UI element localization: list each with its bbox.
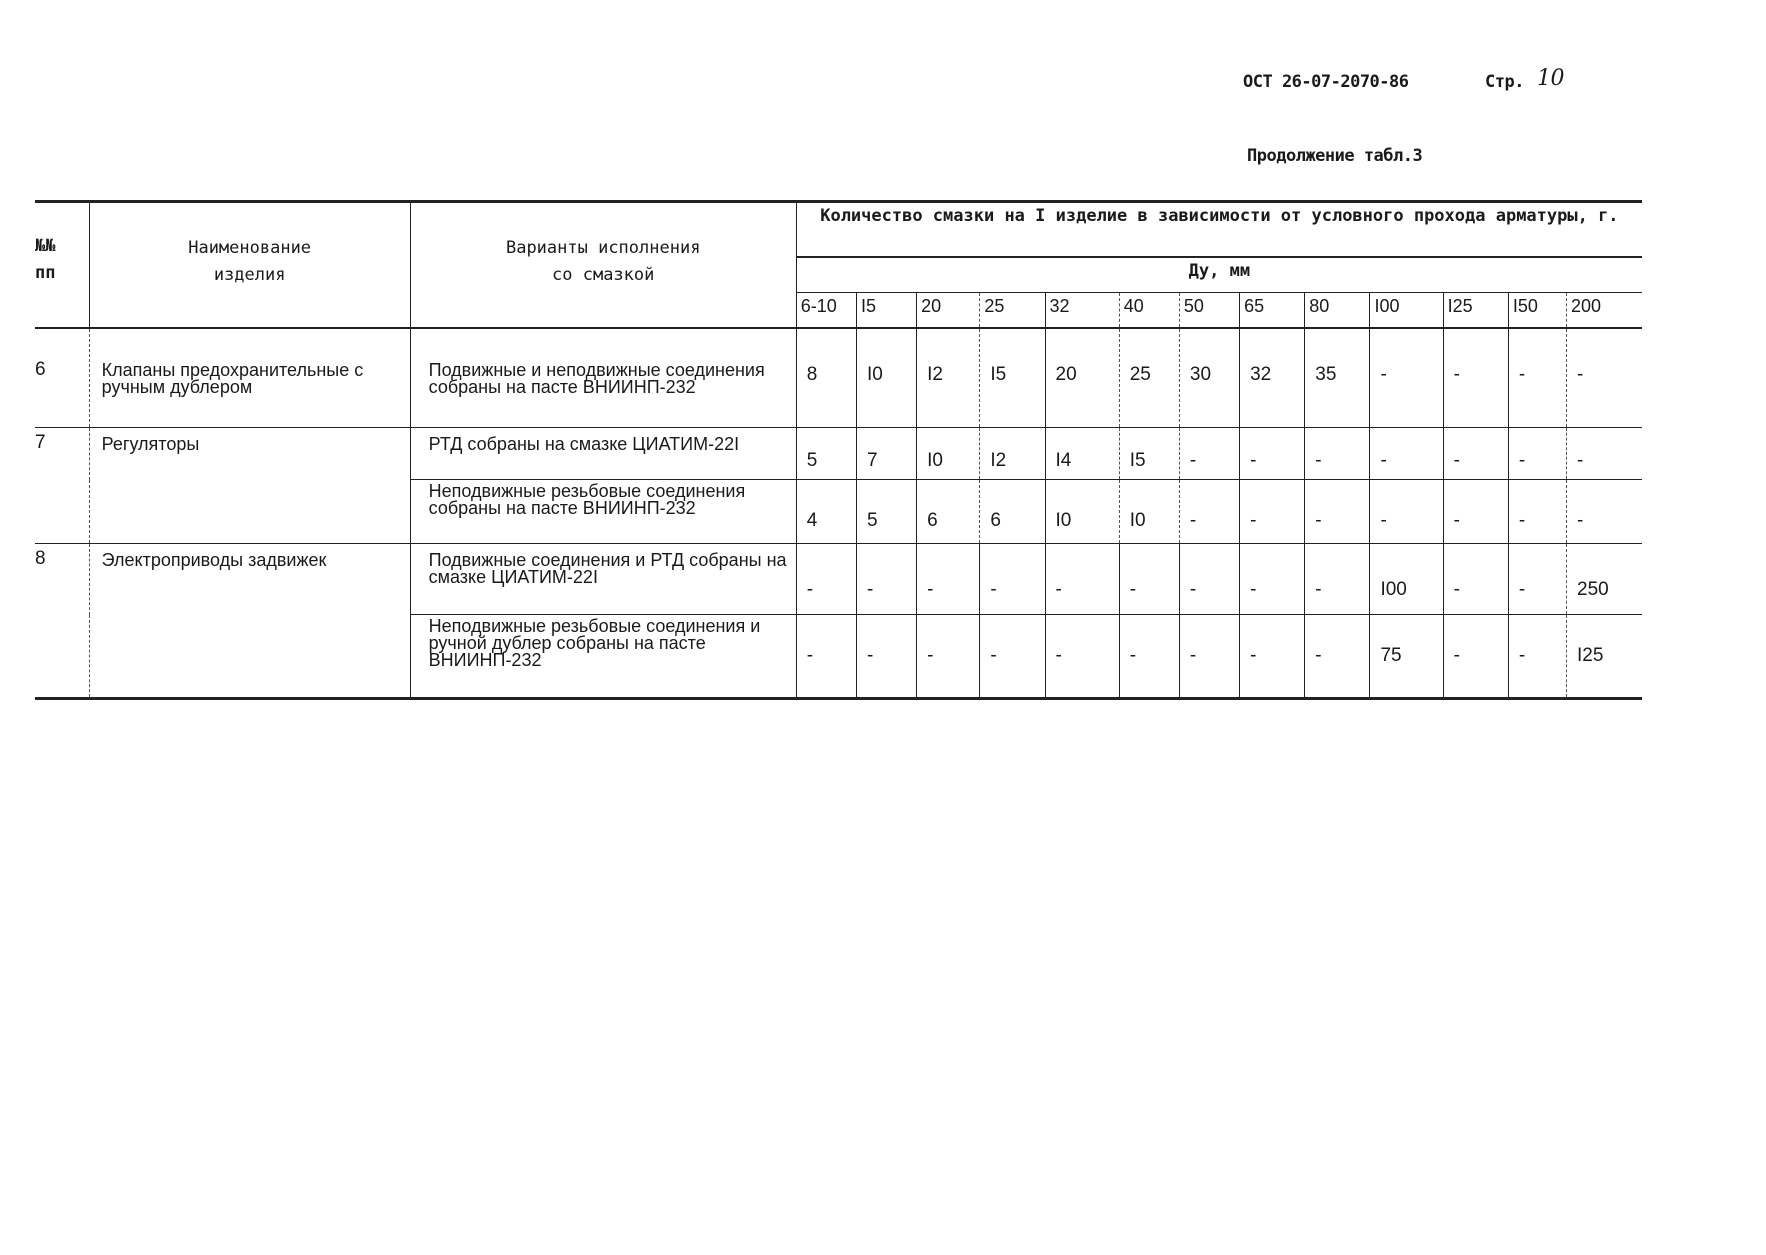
header-number-cell bbox=[35, 202, 89, 328]
row-number: 7 bbox=[35, 428, 89, 544]
value-cell: - bbox=[1045, 544, 1119, 615]
header-diameter: 65 bbox=[1240, 293, 1305, 328]
value-cell: 5 bbox=[796, 428, 856, 480]
value-cell: I25 bbox=[1567, 615, 1642, 699]
header-number-line2: пп bbox=[35, 263, 56, 283]
value-cell: 4 bbox=[796, 480, 856, 544]
value-cell: - bbox=[917, 615, 980, 699]
header-diameter: I00 bbox=[1370, 293, 1443, 328]
header-diameter: 6-10 bbox=[796, 293, 856, 328]
header-name-line1: Наименование bbox=[188, 238, 312, 258]
header-diameter: 80 bbox=[1305, 293, 1370, 328]
value-cell: I0 bbox=[1045, 480, 1119, 544]
value-cell: I0 bbox=[856, 328, 916, 428]
value-cell: - bbox=[1179, 480, 1239, 544]
value-cell: - bbox=[1443, 615, 1508, 699]
value-cell: - bbox=[980, 615, 1045, 699]
header-diameter: I50 bbox=[1508, 293, 1566, 328]
value-cell: 35 bbox=[1305, 328, 1370, 428]
document-code: ОСТ 26-07-2070-86 bbox=[1243, 72, 1409, 92]
value-cell: - bbox=[1567, 428, 1642, 480]
value-cell: I5 bbox=[1119, 428, 1179, 480]
header-variant-line1: Варианты исполнения bbox=[505, 238, 701, 258]
page-label: Стр. bbox=[1485, 72, 1524, 92]
header-diameter: 25 bbox=[980, 293, 1045, 328]
value-cell: - bbox=[796, 544, 856, 615]
value-cell: 6 bbox=[980, 480, 1045, 544]
header-diameter: 40 bbox=[1119, 293, 1179, 328]
value-cell: - bbox=[1240, 428, 1305, 480]
value-cell: 6 bbox=[917, 480, 980, 544]
value-cell: - bbox=[1567, 480, 1642, 544]
page-number: 10 bbox=[1537, 66, 1564, 91]
value-cell: I2 bbox=[917, 328, 980, 428]
table-continuation-label: Продолжение табл.3 bbox=[1247, 146, 1423, 166]
product-name: Электроприводы задвижек bbox=[89, 544, 410, 699]
product-name: Регуляторы bbox=[89, 428, 410, 544]
value-cell: - bbox=[1443, 428, 1508, 480]
variant-description: Неподвижные резьбовые соединения собраны на пасте ВНИИНП-232 bbox=[410, 480, 796, 544]
value-cell: - bbox=[1443, 480, 1508, 544]
header-diameter: 50 bbox=[1179, 293, 1239, 328]
header-diameter: 32 bbox=[1045, 293, 1119, 328]
header-du: Ду, мм bbox=[796, 257, 1642, 293]
value-cell: 7 bbox=[856, 428, 916, 480]
value-cell: - bbox=[1508, 428, 1566, 480]
value-cell: 8 bbox=[796, 328, 856, 428]
value-cell: - bbox=[980, 544, 1045, 615]
value-cell: - bbox=[1443, 328, 1508, 428]
value-cell: - bbox=[1305, 428, 1370, 480]
value-cell: 20 bbox=[1045, 328, 1119, 428]
header-name-line2: изделия bbox=[213, 265, 286, 285]
value-cell: - bbox=[1179, 428, 1239, 480]
value-cell: - bbox=[1179, 615, 1239, 699]
value-cell: 25 bbox=[1119, 328, 1179, 428]
value-cell: - bbox=[1305, 544, 1370, 615]
value-cell: - bbox=[1567, 328, 1642, 428]
table-row bbox=[35, 328, 1642, 428]
value-cell: - bbox=[917, 544, 980, 615]
value-cell: 75 bbox=[1370, 615, 1443, 699]
header-diameter: 20 bbox=[917, 293, 980, 328]
value-cell: I00 bbox=[1370, 544, 1443, 615]
header-variant-cell bbox=[410, 202, 796, 328]
variant-description: Неподвижные резьбовые соединения и ручной дублер собраны на пасте ВНИИНП-232 bbox=[410, 615, 796, 699]
value-cell: I5 bbox=[980, 328, 1045, 428]
product-name: Клапаны предохранительные с ручным дублером bbox=[89, 328, 410, 428]
row-number: 8 bbox=[35, 544, 89, 699]
value-cell: I0 bbox=[1119, 480, 1179, 544]
value-cell: - bbox=[1508, 544, 1566, 615]
value-cell: - bbox=[856, 544, 916, 615]
value-cell: I0 bbox=[917, 428, 980, 480]
value-cell: I2 bbox=[980, 428, 1045, 480]
variant-description: Подвижные соединения и РТД собраны на смазке ЦИАТИМ-22I bbox=[410, 544, 796, 615]
value-cell: I4 bbox=[1045, 428, 1119, 480]
value-cell: - bbox=[1370, 328, 1443, 428]
header-name-cell bbox=[89, 202, 410, 328]
value-cell: - bbox=[1179, 544, 1239, 615]
value-cell: 30 bbox=[1179, 328, 1239, 428]
value-cell: - bbox=[1045, 615, 1119, 699]
value-cell: - bbox=[1443, 544, 1508, 615]
header-number-line1: №№ bbox=[35, 236, 56, 256]
value-cell: - bbox=[1240, 480, 1305, 544]
row-number: 6 bbox=[35, 328, 89, 428]
value-cell: - bbox=[1240, 544, 1305, 615]
value-cell: - bbox=[796, 615, 856, 699]
value-cell: - bbox=[1240, 615, 1305, 699]
header-variant-line2: со смазкой bbox=[552, 265, 655, 285]
value-cell: 5 bbox=[856, 480, 916, 544]
value-cell: - bbox=[1508, 615, 1566, 699]
value-cell: - bbox=[1305, 615, 1370, 699]
value-cell: - bbox=[1305, 480, 1370, 544]
value-cell: - bbox=[1119, 615, 1179, 699]
header-diameter: I25 bbox=[1443, 293, 1508, 328]
value-cell: - bbox=[1508, 480, 1566, 544]
header-quantity: Количество смазки на I изделие в зависимости от условного прохода арматуры, г. bbox=[796, 202, 1642, 257]
value-cell: 32 bbox=[1240, 328, 1305, 428]
value-cell: - bbox=[1370, 480, 1443, 544]
table-row bbox=[35, 428, 1642, 480]
value-cell: - bbox=[1508, 328, 1566, 428]
header-diameter: I5 bbox=[856, 293, 916, 328]
table-row bbox=[35, 544, 1642, 615]
value-cell: 250 bbox=[1567, 544, 1642, 615]
variant-description: Подвижные и неподвижные соединения собраны на пасте ВНИИНП-232 bbox=[410, 328, 796, 428]
header-diameter: 200 bbox=[1567, 293, 1642, 328]
value-cell: - bbox=[856, 615, 916, 699]
variant-description: РТД собраны на смазке ЦИАТИМ-22I bbox=[410, 428, 796, 480]
value-cell: - bbox=[1119, 544, 1179, 615]
lubricant-quantity-table bbox=[35, 200, 1642, 700]
value-cell: - bbox=[1370, 428, 1443, 480]
